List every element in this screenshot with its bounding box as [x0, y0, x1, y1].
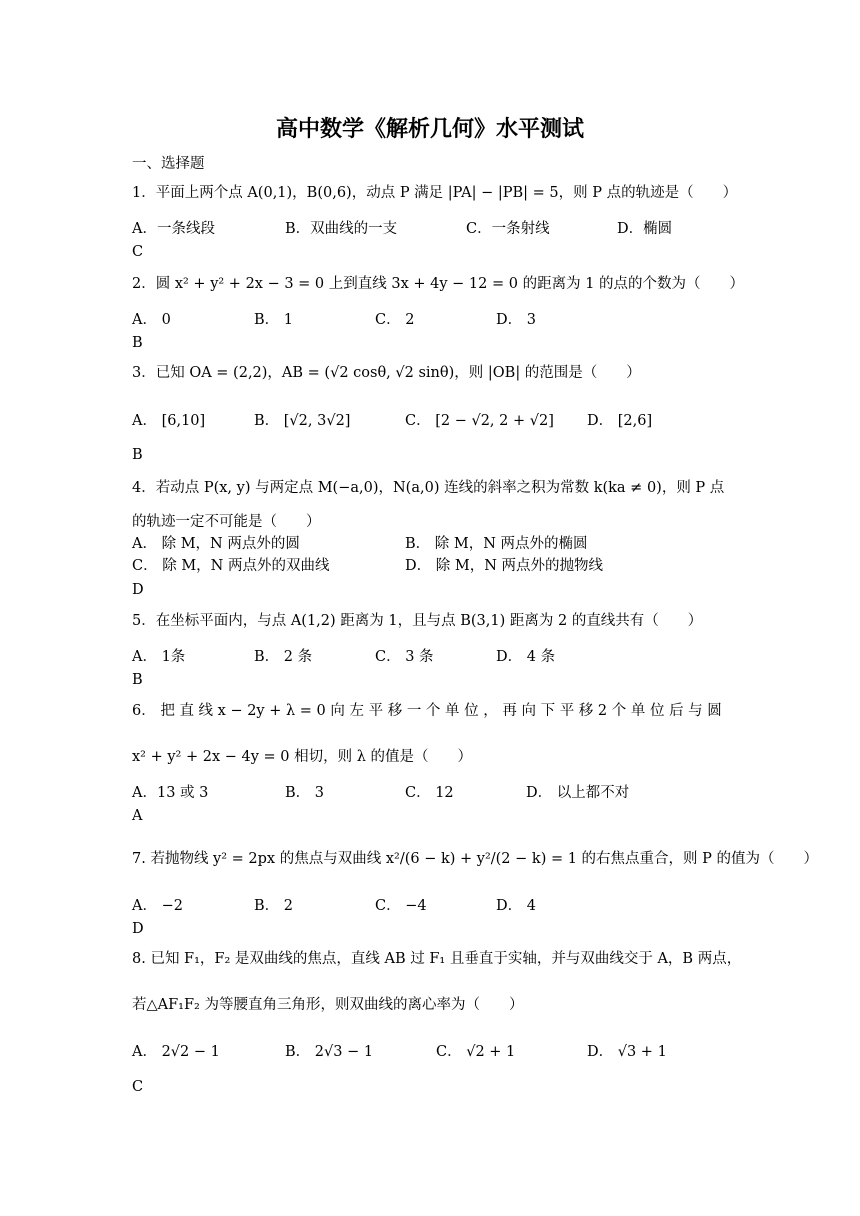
q6-option-a: A．13 或 3	[132, 785, 209, 801]
q6-option-b: B． 3	[285, 785, 324, 801]
question-8-stem-line-2: 若△AF₁F₂ 为等腰直角三角形，则双曲线的离心率为（ ）	[132, 997, 524, 1013]
q2-option-b: B． 1	[254, 312, 293, 328]
q7-option-a: A． −2	[132, 898, 183, 914]
q5-option-d: D． 4 条	[496, 649, 556, 665]
q6-option-c: C． 12	[405, 785, 454, 801]
q7-answer: D	[132, 921, 144, 937]
question-4-stem-line-1: 4．若动点 P(x, y) 与两定点 M(−a,0)，N(a,0) 连线的斜率之积为常数 k(ka ≠ 0)，则 P 点	[132, 480, 725, 496]
q3-option-d: D． [2,6]	[587, 413, 653, 429]
q8-option-d: D． √3 + 1	[587, 1044, 667, 1060]
q7-option-d: D． 4	[496, 898, 536, 914]
q4-option-c: C． 除 M，N 两点外的双曲线	[132, 558, 330, 574]
question-3-stem: 3．已知 OA = (2,2)，AB = (√2 cosθ, √2 sinθ)，则 |OB| 的范围是（ ）	[132, 365, 641, 381]
q5-option-c: C． 3 条	[375, 649, 434, 665]
section-heading: 一、选择题	[132, 156, 205, 172]
q3-option-b: B． [√2, 3√2]	[254, 413, 351, 429]
q4-option-d: D． 除 M，N 两点外的抛物线	[405, 558, 603, 574]
q2-option-d: D． 3	[496, 312, 536, 328]
q3-answer: B	[132, 447, 143, 463]
q2-answer: B	[132, 335, 143, 351]
q5-option-b: B． 2 条	[254, 649, 313, 665]
question-2-stem: 2．圆 x² + y² + 2x − 3 = 0 上到直线 3x + 4y − 12 = 0 的距离为 1 的点的个数为（ ）	[132, 276, 745, 292]
q6-option-d: D． 以上都不对	[526, 785, 630, 801]
question-6-stem-line-2: x² + y² + 2x − 4y = 0 相切，则 λ 的值是（ ）	[132, 749, 473, 765]
q1-answer: C	[132, 244, 144, 260]
q6-answer: A	[132, 808, 143, 824]
q8-answer: C	[132, 1079, 144, 1095]
q1-option-a: A．一条线段	[132, 221, 215, 237]
question-1-stem: 1．平面上两个点 A(0,1)，B(0,6)，动点 P 满足 |PA| − |PB| = 5，则 P 点的轨迹是（ ）	[132, 185, 738, 201]
q5-answer: B	[132, 672, 143, 688]
q2-option-c: C． 2	[375, 312, 415, 328]
q4-option-a: A． 除 M，N 两点外的圆	[132, 536, 300, 552]
question-4-stem-line-2: 的轨迹一定不可能是（ ）	[132, 514, 321, 530]
q3-option-a: A． [6,10]	[132, 413, 206, 429]
q8-option-b: B． 2√3 − 1	[285, 1044, 374, 1060]
question-6-stem-line-1: 6． 把 直 线 x − 2y + λ = 0 向 左 平 移 一 个 单 位 ， 再 向 下 平 移 2 个 单 位 后 与 圆	[132, 703, 722, 719]
page-title: 高中数学《解析几何》水平测试	[275, 116, 584, 142]
question-8-stem-line-1: 8. 已知 F₁，F₂ 是双曲线的焦点，直线 AB 过 F₁ 且垂直于实轴，并与双曲线交于 A，B 两点，	[132, 951, 742, 967]
question-5-stem: 5．在坐标平面内，与点 A(1,2) 距离为 1，且与点 B(3,1) 距离为 2 的直线共有（ ）	[132, 613, 703, 629]
q1-option-d: D．椭圆	[617, 221, 673, 237]
q5-option-a: A． 1条	[132, 649, 186, 665]
q1-option-c: C．一条射线	[466, 221, 550, 237]
q3-option-c: C． [2 − √2, 2 + √2]	[405, 413, 554, 429]
q1-option-b: B．双曲线的一支	[285, 221, 398, 237]
question-7-stem: 7. 若抛物线 y² = 2px 的焦点与双曲线 x²/(6 − k) + y²/(2 − k) = 1 的右焦点重合，则 P 的值为（ ）	[132, 851, 819, 867]
q8-option-c: C． √2 + 1	[436, 1044, 516, 1060]
q7-option-c: C． −4	[375, 898, 427, 914]
q2-option-a: A． 0	[132, 312, 171, 328]
q7-option-b: B． 2	[254, 898, 293, 914]
q8-option-a: A． 2√2 − 1	[132, 1044, 220, 1060]
q4-option-b: B． 除 M，N 两点外的椭圆	[405, 536, 588, 552]
q4-answer: D	[132, 582, 144, 598]
